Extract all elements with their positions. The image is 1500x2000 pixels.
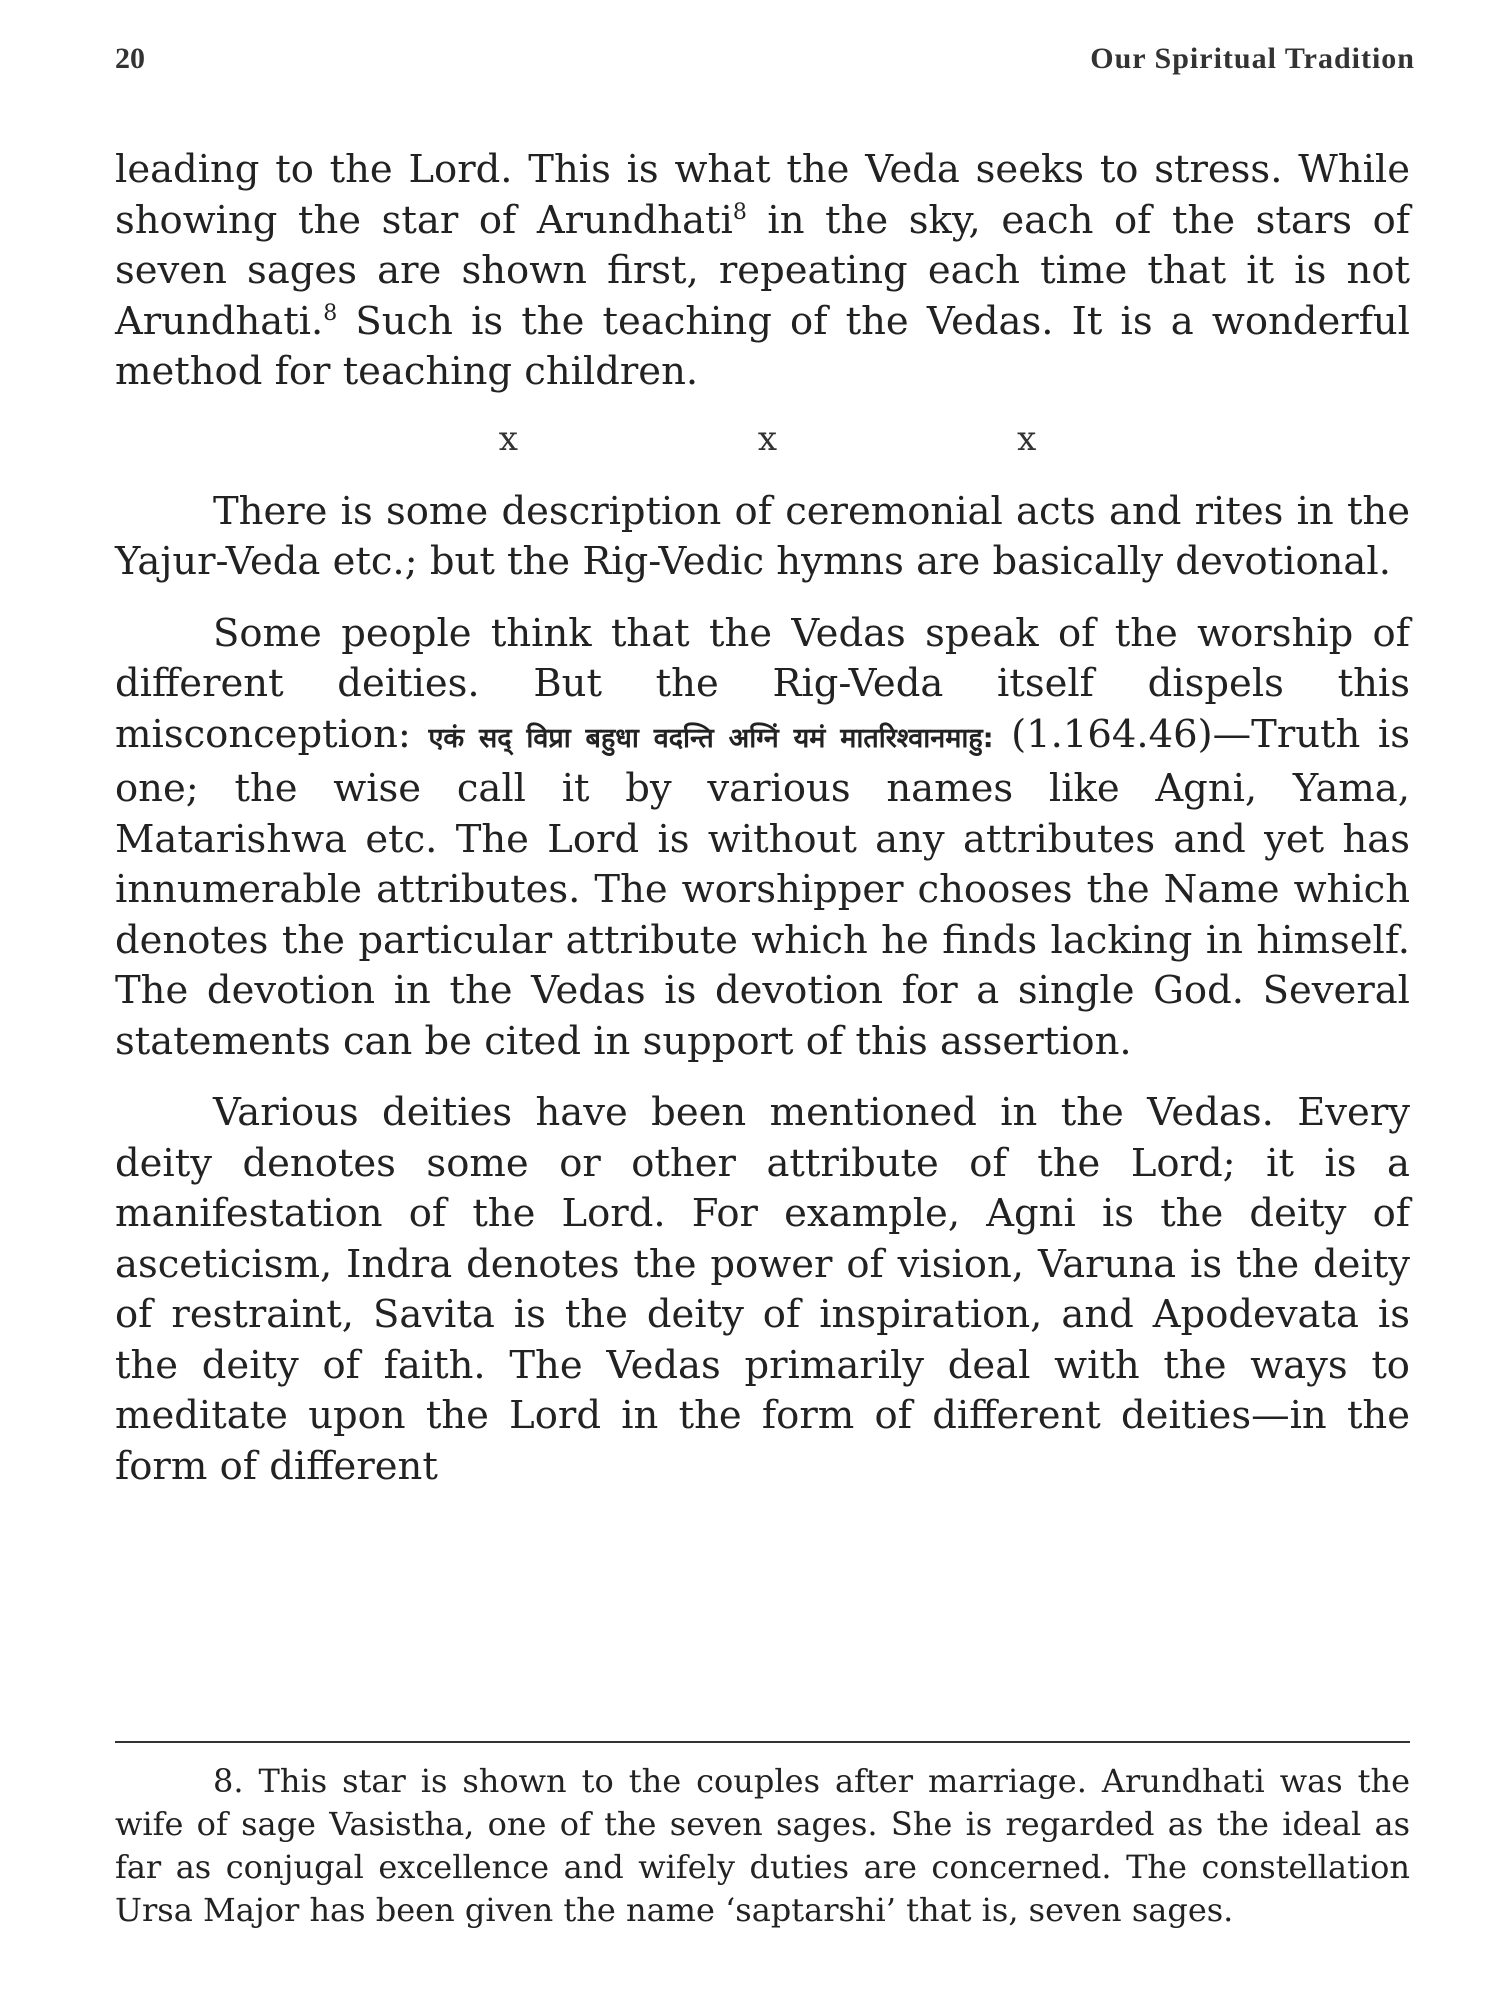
footnote-marker: 8 <box>732 199 747 225</box>
para1-text-c: Such is the teaching of the Vedas. It is a wonderful method for teaching children. <box>115 298 1410 394</box>
footnote-divider <box>115 1741 1410 1743</box>
running-title: Our Spiritual Tradition <box>1090 42 1415 75</box>
page-header <box>115 42 1415 82</box>
paragraph-2: There is some description of ceremonial acts and rites in the Yajur-Veda etc.; but the Rig-Vedic hymns are basically devotional. <box>115 488 1410 584</box>
body-text <box>115 145 1410 1513</box>
separator-mark: x <box>498 418 518 459</box>
page-number: 20 <box>115 42 145 75</box>
paragraph-4: Various deities have been mentioned in the Vedas. Every deity denotes some or other attribute of the Lord; it is a manifestation of the Lord. For example, Agni is the deity of asceticism, Indra denotes the power of vision, Varuna is the deity of restraint, Savita is the deity of inspiration, and Apodevata is the deity of faith. The Vedas primarily deal with the ways to meditate upon the Lord in the form of different deities—in the form of different <box>115 1090 1410 1489</box>
separator-mark: x <box>757 418 778 459</box>
separator-mark: x <box>1017 418 1037 459</box>
section-separator <box>115 419 1410 459</box>
paragraph-3 <box>115 609 1410 1068</box>
footnote: 8. This star is shown to the couples after marriage. Arundhati was the wife of sage Vasistha, one of the seven sages. She is regarded as the ideal as far as conjugal excellence and wifely duties are concerned. The constellation Ursa Major has been given the name ‘saptarshi’ that is, seven sages. <box>115 1762 1410 1929</box>
para1-text-a: leading to the Lord. This is what the Veda seeks to stress. While showing the star of Arundhati <box>115 147 1410 243</box>
para3-text-a: Some people think that the Vedas speak of the worship of different deities. But the Rig-Veda itself dispels this misconception: <box>115 610 1410 757</box>
sanskrit-quote: एकं सद् विप्रा बहुधा वदन्ति अग्निं यमं मातरिश्वानमाहु: <box>428 722 994 754</box>
para1-text-b: in the sky, each of the stars of seven sages are shown first, repeating each time that it is not Arundhati. <box>115 197 1411 344</box>
paragraph-1 <box>115 145 1410 398</box>
footnote-marker: 8 <box>323 300 338 326</box>
para3-text-b: (1.164.46)—Truth is one; the wise call it by various names like Agni, Yama, Matarishwa etc. The Lord is without any attributes and yet has innumerable attributes. The worshipper chooses the Name which denotes the particular attribute which he finds lacking in himself. The devotion in the Vedas is devotion for a single God. Several statements can be cited in support of this assertion. <box>115 711 1411 1064</box>
